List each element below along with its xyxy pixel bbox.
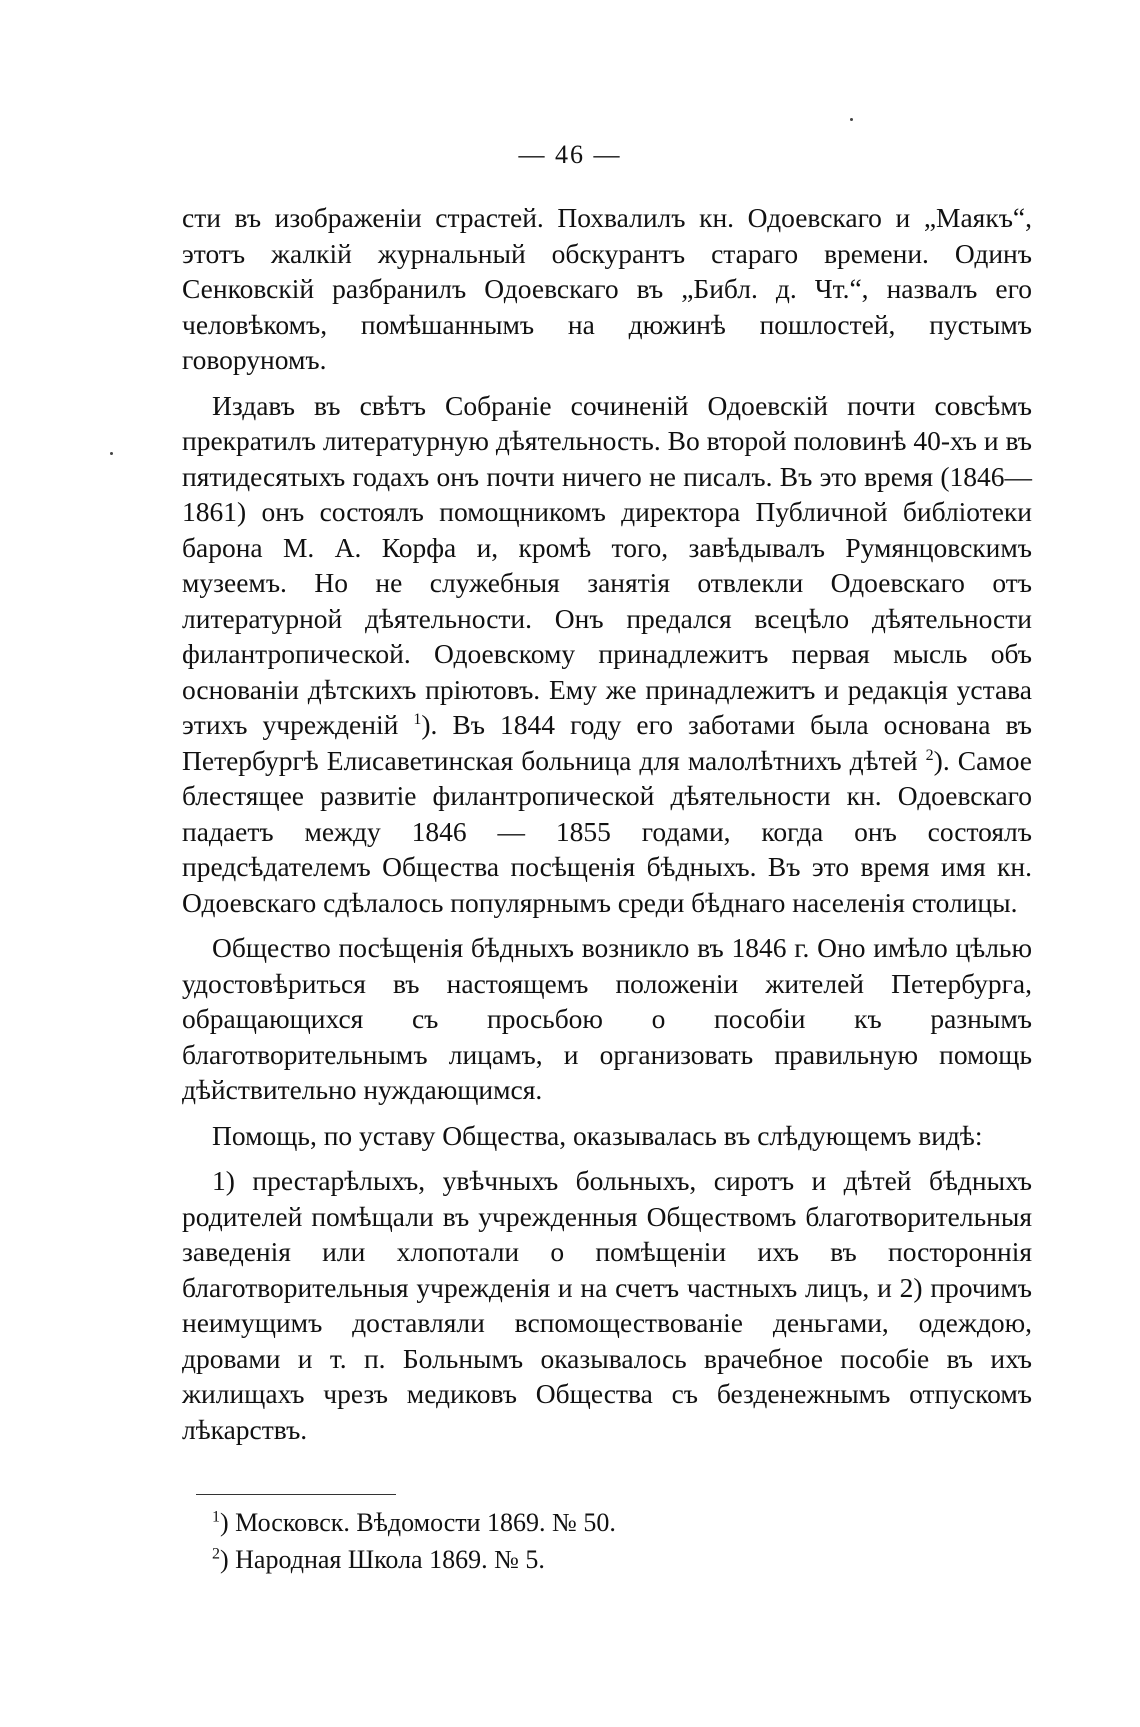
paragraph-text: . Самое блестящее развитіе филантропической дѣятельности кн. Одоевскаго падаетъ между 1846 — 1855 годами, когда онъ состоялъ предсѣдателемъ Общества посѣщенія бѣдныхъ. Въ это время имя кн. Одоевскаго сдѣлалось популярнымъ среди бѣднаго населенія столицы. xyxy=(182,744,1033,918)
footnote xyxy=(212,1541,992,1578)
footnote xyxy=(212,1504,992,1541)
paragraph: Общество посѣщенія бѣдныхъ возникло въ 1846 г. Оно имѣло цѣлью удостовѣриться въ настоящемъ положеніи жителей Петербурга, обращающихся съ просьбою о пособіи къ разнымъ благотворительнымъ лицамъ, и организовать правильную помощь дѣйствительно нуждающимся. xyxy=(182,932,1032,1105)
paragraph: Издавъ въ свѣтъ Собраніе сочиненій Одоевскій почти совсѣмъ прекратилъ литературную дѣятельность. Во второй половинѣ 40-хъ и въ пятидесятыхъ годахъ онъ почти ничего не писалъ. Въ это время (1846—1861) онъ состоялъ помощникомъ директора Публичной библіотеки барона М. А. Корфа и, кромѣ того, завѣдывалъ Румянцовскимъ музеемъ. Но не служебныя занятія отвлекли Одоевскаго отъ литературной дѣятельности. Онъ предался всецѣло дѣятельности филантропической. Одоевскому принадлежитъ первая мысль объ основаніи дѣтскихъ пріютовъ. Ему же принадлежитъ и редакція устава этихъ учрежденій $^1$). Въ 1844 году его заботами была основана въ Петербургѣ Елисаветинская больница для малолѣтнихъ дѣтей $^2$). Самое блестящее развитіе филантропической дѣятельности кн. Одоевскаго падаетъ между 1846 — 1855 годами, когда онъ состоялъ предсѣдателемъ Общества посѣщенія бѣдныхъ. Въ это время имя кн. Одоевскаго сдѣлалось популярнымъ среди бѣднаго населенія столицы. xyxy=(182,389,1033,918)
paragraph-text: . Въ 1844 году его заботами была основана въ Петербургѣ Елисаветинская больница для малолѣтнихъ дѣтей xyxy=(182,709,1033,776)
footnote-ref: 2 xyxy=(925,746,934,764)
paragraph: 1) престарѣлыхъ, увѣчныхъ больныхъ, сиротъ и дѣтей бѣдныхъ родителей помѣщали въ учрежденныя Обществомъ благотворительныя заведенія или хлопотали о помѣщеніи ихъ въ постороннія благотворительныя учрежденія и на счетъ частныхъ лицъ, и 2) прочимъ неимущимъ доставляли вспомоществованіе деньгами, одеждою, дровами и т. п. Больнымъ оказывалось врачебное пособіе въ ихъ жилищахъ чрезъ медиковъ Общества съ безденежнымъ отпускомъ лѣкарствъ. xyxy=(182,1165,1032,1445)
footnote-text: ) Московск. Вѣдомости 1869. № 50. xyxy=(220,1508,616,1537)
paragraph-text: Издавъ въ свѣтъ Собраніе сочиненій Одоевскій почти совсѣмъ прекратилъ литературную дѣятельность. Во второй половинѣ 40-хъ и въ пятидесятыхъ годахъ онъ почти ничего не писалъ. Въ это время (1846—1861) онъ состоялъ помощникомъ директора Публичной библіотеки барона М. А. Корфа и, кромѣ того, завѣдывалъ Румянцовскимъ музеемъ. Но не служебныя занятія отвлекли Одоевскаго отъ литературной дѣятельности. Онъ предался всецѣло дѣятельности филантропической. Одоевскому принадлежитъ первая мысль объ основаніи дѣтскихъ пріютовъ. Ему же принадлежитъ и редакція устава этихъ учрежденій xyxy=(182,389,1032,740)
scan-speck xyxy=(110,452,113,455)
scan-speck xyxy=(850,118,853,121)
footnote-text: ) Народная Школа 1869. № 5. xyxy=(220,1545,545,1574)
footnote-ref: 1 xyxy=(413,710,422,728)
footnote-divider xyxy=(196,1494,396,1495)
footnotes xyxy=(212,1504,992,1578)
footnote-mark: 1 xyxy=(212,1508,220,1526)
paragraph: сти въ изображеніи страстей. Похвалилъ кн. Одоевскаго и „Маякъ“, этотъ жалкій журнальный обскурантъ стараго времени. Одинъ Сенковскій разбранилъ Одоевскаго въ „Библ. д. Чт.“, назвалъ его человѣкомъ, помѣшаннымъ на дюжинѣ пошлостей, пустымъ говоруномъ. xyxy=(182,202,1032,375)
paragraph: Помощь, по уставу Общества, оказывалась въ слѣдующемъ видѣ: xyxy=(212,1119,983,1151)
body-text xyxy=(182,200,1032,1457)
footnote-mark: 2 xyxy=(212,1545,220,1563)
page-number: — 46 — xyxy=(518,140,622,169)
